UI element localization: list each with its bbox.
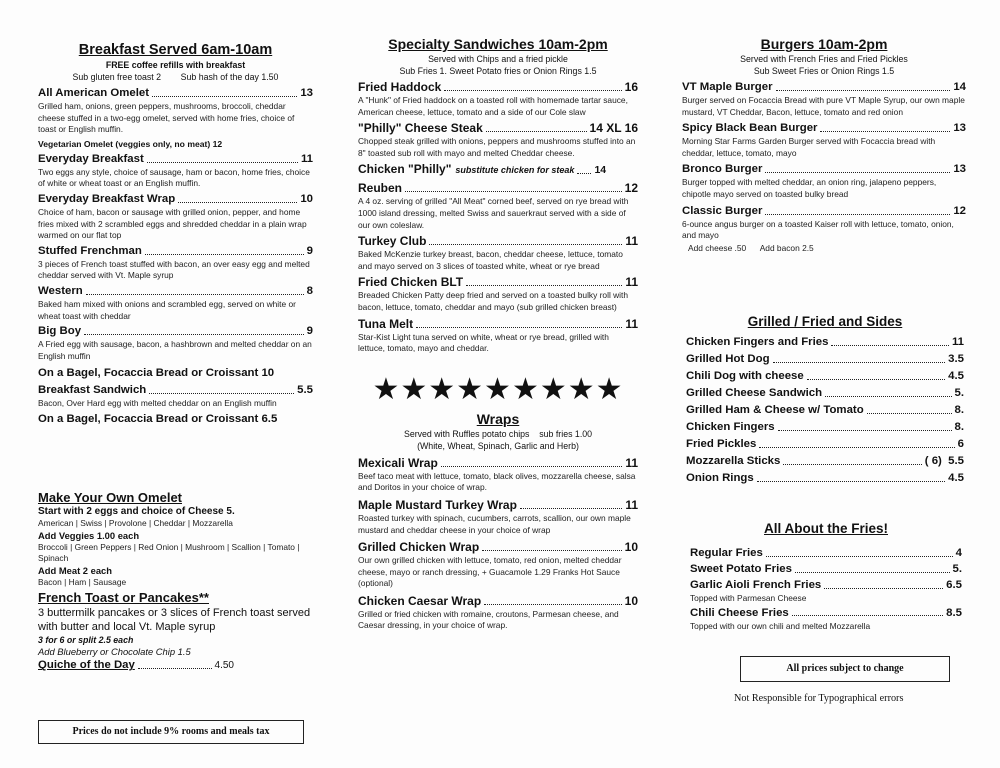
item-price: 13 [953, 122, 966, 135]
wraps-title: Wraps [476, 410, 520, 427]
item-desc: 3 pieces of French toast stuffed with bacon, an over easy egg and melted cheddar served with Vt. Maple syrup [38, 258, 310, 281]
item-price: 4.5 [948, 370, 964, 382]
item-desc: Grilled or fried chicken with romaine, croutons, Parmesan cheese, and Caesar dressing, in your choice of wrap. [358, 608, 619, 631]
item-price: 8. [954, 404, 964, 416]
item-price: 8 [306, 284, 313, 297]
item-name: Grilled Hot Dog [686, 353, 770, 365]
item-price: 11 [625, 275, 638, 290]
item-desc: Topped with Parmesan Cheese [690, 593, 807, 603]
item-desc: Beef taco meat with lettuce, tomato, black olives, mozzarella cheese, salsa and Doritos in your choice of wrap. [358, 470, 636, 493]
item-name: Fried Chicken BLT [358, 275, 464, 290]
item-name: Maple Mustard Turkey Wrap [358, 497, 517, 512]
sandwiches-sub1: Served with Chips and a fried pickle [428, 54, 568, 64]
item-desc: Bacon, Over Hard egg with melted cheddar on an English muffin [38, 398, 277, 409]
menu-item [358, 540, 638, 590]
menu-item [358, 594, 638, 632]
item-name: Turkey Club [358, 234, 427, 249]
item-price: 12 [953, 204, 966, 217]
item-desc: Burger served on Focaccia Bread with pure VT Maple Syrup, our own maple mustard, VT Cheddar, Bacon, lettuce, tomato and red onion [682, 95, 965, 117]
item-price: 10 [624, 540, 638, 555]
item-desc: Breaded Chicken Patty deep fried and served on a toasted bulky roll with bacon, lettuce, tomato, cheddar and mayo (sub grilled chicken breast) [358, 290, 629, 312]
fries-section [690, 520, 962, 632]
item-name: Garlic Aioli French Fries [690, 579, 822, 591]
item-price: 13 [300, 87, 313, 99]
item-price: 14 XL 16 [589, 121, 638, 136]
item-name: Chicken "Philly" [358, 162, 452, 177]
burger-addons: Add cheese .50 Add bacon 2.5 [688, 242, 814, 253]
item-price: 8. [954, 421, 964, 433]
sandwiches-title: Specialty Sandwiches 10am-2pm [388, 36, 608, 52]
item-desc: A 4 oz. serving of grilled "All Meat" corned beef, served on rye bread with 1000 island dressing, melted Swiss and sauerkraut served with a side of our own coleslaw. [358, 196, 629, 230]
item-name: Mozzarella Sticks [686, 455, 781, 467]
sandwiches-column [358, 36, 638, 768]
omelet-title: Make Your Own Omelet [38, 490, 183, 505]
omelet-veggies: Broccoli | Green Peppers | Red Onion | Mushroom | Scallion | Tomato | Spinach [38, 541, 300, 564]
item-name: VT Maple Burger [682, 81, 773, 93]
item-desc: Grilled ham, onions, green peppers, mushrooms, broccoli, cheddar cheese stuffed in a two-egg omelet, served with home fries, choice of toast or English muffin. [38, 101, 295, 135]
item-name: Tuna Melt [358, 316, 414, 331]
item-desc: Morning Star Farms Garden Burger served with Focaccia bread with cheddar, lettuce, tomato, mayo [682, 136, 936, 158]
item-name: Classic Burger [682, 204, 763, 217]
tax-note: Prices do not include 9% rooms and meals tax [38, 720, 304, 744]
item-price: 11 [300, 152, 313, 165]
item-desc: A Fried egg with sausage, bacon, a hashbrown and melted cheddar on an English muffin [38, 339, 312, 361]
item-price: 12 [624, 181, 638, 196]
item-name: Big Boy [38, 325, 82, 338]
item-desc: Baked McKenzie turkey breast, bacon, cheddar cheese, lettuce, tomato and mayo served on 3 slices of toasted white, wheat or rye bread [358, 249, 623, 271]
burgers-title: Burgers 10am-2pm [760, 36, 888, 52]
bagel-option: On a Bagel, Focaccia Bread or Croissant 6.5 [38, 412, 278, 425]
item-name: Chicken Fingers and Fries [686, 336, 829, 348]
quiche-name: Quiche of the Day [38, 659, 135, 672]
item-price: 6.5 [946, 579, 962, 591]
typo-note: Not Responsible for Typographical errors [734, 693, 904, 704]
chicken-philly-item [358, 162, 638, 178]
item-desc: Topped with our own chili and melted Mozzarella [690, 620, 871, 631]
item-name: Fried Haddock [358, 80, 442, 94]
menu-item [358, 80, 638, 118]
item-name: Chili Dog with cheese [686, 370, 804, 382]
omelet-cheeses: American | Swiss | Provolone | Cheddar | Mozzarella [38, 518, 233, 528]
bagel-option: On a Bagel, Focaccia Bread or Croissant 10 [38, 367, 275, 380]
item-name: Everyday Breakfast Wrap [38, 192, 176, 205]
menu-item [38, 152, 313, 190]
item-price: 10 [624, 593, 638, 608]
item-name: Spicy Black Bean Burger [682, 122, 818, 135]
item-price: 5.5 [297, 384, 313, 397]
item-price: 8.5 [946, 606, 962, 619]
item-desc: Choice of ham, bacon or sausage with grilled onion, pepper, and home fries mixed with 2 scrambled eggs and shredded cheddar in a plain wrap warmed on our flat top [38, 206, 307, 241]
sides-section [686, 313, 964, 487]
item-price: 6 [957, 438, 964, 450]
omelet-meats: Bacon | Ham | Sausage [38, 576, 127, 587]
item-price: 9 [306, 325, 313, 338]
breakfast-coffee-note: FREE coffee refills with breakfast [105, 60, 246, 70]
item-price: 5. [952, 563, 962, 575]
item-price: 13 [953, 163, 966, 176]
menu-item [38, 284, 313, 322]
item-desc: Burger topped with melted cheddar, an onion ring, jalapeno peppers, chipotle mayo served on toasted bulky bread [682, 177, 937, 199]
omelet-meat-title: Add Meat 2 each [38, 564, 112, 576]
menu-item [38, 192, 313, 242]
burgers-column [682, 36, 966, 768]
item-price: 11 [625, 497, 638, 512]
item-name: Grilled Cheese Sandwich [686, 387, 823, 399]
item-desc: Roasted turkey with spinach, cucumbers, carrots, scallion, our own maple mustard and cheddar cheese in your choice of wrap [358, 512, 631, 535]
menu-item [38, 383, 313, 410]
item-name: Reuben [358, 181, 403, 196]
item-desc: Chopped steak grilled with onions, peppers and mushrooms stuffed into an 8" toasted sub roll with mayo and melted Cheddar cheese. [358, 136, 636, 158]
menu-item [358, 121, 638, 159]
item-price: 16 [624, 80, 638, 94]
star-divider: ★★★★★★★★★ [372, 372, 624, 406]
menu-item [358, 498, 638, 536]
item-name: Everyday Breakfast [38, 152, 144, 165]
item-desc: 6-ounce angus burger on a toasted Kaiser roll with lettuce, tomato, onion, and mayo [682, 218, 954, 241]
omelet-veggies-title: Add Veggies 1.00 each [38, 529, 140, 541]
wraps-sub2: (White, Wheat, Spinach, Garlic and Herb) [417, 440, 579, 451]
item-name: All American Omelet [38, 87, 149, 99]
chicken-philly-note: substitute chicken for steak [455, 165, 575, 176]
item-name: Chicken Fingers [686, 421, 775, 433]
item-price: ( 6) 5.5 [924, 455, 964, 467]
breakfast-sub-note: Sub gluten free toast 2 Sub hash of the day 1.50 [72, 72, 279, 82]
menu-item [358, 456, 638, 494]
item-name: Chicken Caesar Wrap [358, 593, 482, 608]
item-price: 14 [594, 164, 607, 177]
item-name: Regular Fries [690, 547, 763, 559]
menu-item [682, 162, 966, 200]
menu-item [358, 181, 638, 231]
menu-item [358, 275, 638, 313]
menu-item [682, 80, 966, 118]
menu-item [38, 324, 313, 362]
item-name: Onion Rings [686, 472, 754, 484]
item-price: 4 [955, 547, 962, 559]
item-desc: Our own grilled chicken with lettuce, tomato, red onion, melted cheddar cheese, mayo or ranch dressing, + Guacamole 1.29 Franks Hot Sauce (optional) [358, 555, 622, 589]
item-price: 4.5 [948, 472, 964, 484]
vegetarian-omelet: Vegetarian Omelet (veggies only, no meat) 12 [38, 138, 223, 149]
menu-item [682, 204, 966, 242]
item-name: Mexicali Wrap [358, 455, 438, 470]
item-price: 11 [625, 316, 638, 331]
item-name: Bronco Burger [682, 163, 763, 176]
french-toast-add: Add Blueberry or Chocolate Chip 1.5 [38, 646, 191, 658]
menu-item [38, 244, 313, 282]
item-price: 3.5 [948, 353, 964, 365]
item-name: Grilled Ham & Cheese w/ Tomato [686, 404, 864, 416]
fries-title: All About the Fries! [764, 521, 888, 536]
quiche-price: 4.50 [214, 660, 234, 672]
french-toast-title: French Toast or Pancakes** [38, 590, 209, 606]
french-toast-split: 3 for 6 or split 2.5 each [38, 635, 134, 646]
item-price: 11 [625, 234, 638, 249]
item-name: Sweet Potato Fries [690, 563, 792, 575]
item-price: 11 [625, 455, 638, 470]
omelet-start: Start with 2 eggs and choice of Cheese 5. [38, 506, 235, 517]
breakfast-column [38, 42, 313, 768]
item-name: Western [38, 284, 83, 297]
item-name: Grilled Chicken Wrap [358, 540, 480, 555]
french-toast-desc: 3 buttermilk pancakes or 3 slices of French toast served with butter and local Vt. Maple syrup [38, 607, 311, 634]
item-name: Breakfast Sandwich [38, 384, 147, 397]
menu-item [682, 121, 966, 159]
burgers-sub2: Sub Sweet Fries or Onion Rings 1.5 [753, 66, 895, 76]
menu-item [38, 86, 313, 136]
menu-item [358, 234, 638, 272]
item-price: 11 [951, 336, 964, 348]
item-price: 14 [953, 81, 966, 93]
price-change-note: All prices subject to change [740, 656, 950, 682]
item-name: Chili Cheese Fries [690, 606, 789, 619]
sandwiches-sub2: Sub Fries 1. Sweet Potato fries or Onion Rings 1.5 [399, 66, 597, 76]
item-price: 5. [954, 387, 964, 399]
burgers-sub1: Served with French Fries and Fried Pickles [740, 54, 908, 64]
sides-title: Grilled / Fried and Sides [747, 314, 903, 329]
omelet-section [38, 490, 313, 673]
menu-item [358, 317, 638, 355]
item-name: Fried Pickles [686, 438, 757, 450]
item-name: "Philly" Cheese Steak [358, 121, 483, 136]
item-desc: A "Hunk" of Fried haddock on a toasted roll with homemade tartar sauce, American cheese, lettuce, tomato and a side of our Cole slaw [358, 95, 628, 117]
item-desc: Baked ham mixed with onions and scrambled egg, served on white or wheat toast with cheddar [38, 298, 296, 321]
breakfast-title: Breakfast Served 6am-10am [78, 42, 273, 58]
item-price: 10 [300, 192, 313, 205]
item-price: 9 [306, 244, 313, 257]
item-desc: Star-Kist Light tuna served on white, wheat or rye bread, grilled with lettuce, tomato, mayo and cheddar. [358, 331, 609, 354]
item-name: Stuffed Frenchman [38, 244, 142, 257]
wraps-sub1: Served with Ruffles potato chips sub fries 1.00 [403, 428, 593, 439]
item-desc: Two eggs any style, choice of sausage, ham or bacon, home fries, choice of white or wheat toast or an English muffin. [38, 166, 310, 189]
